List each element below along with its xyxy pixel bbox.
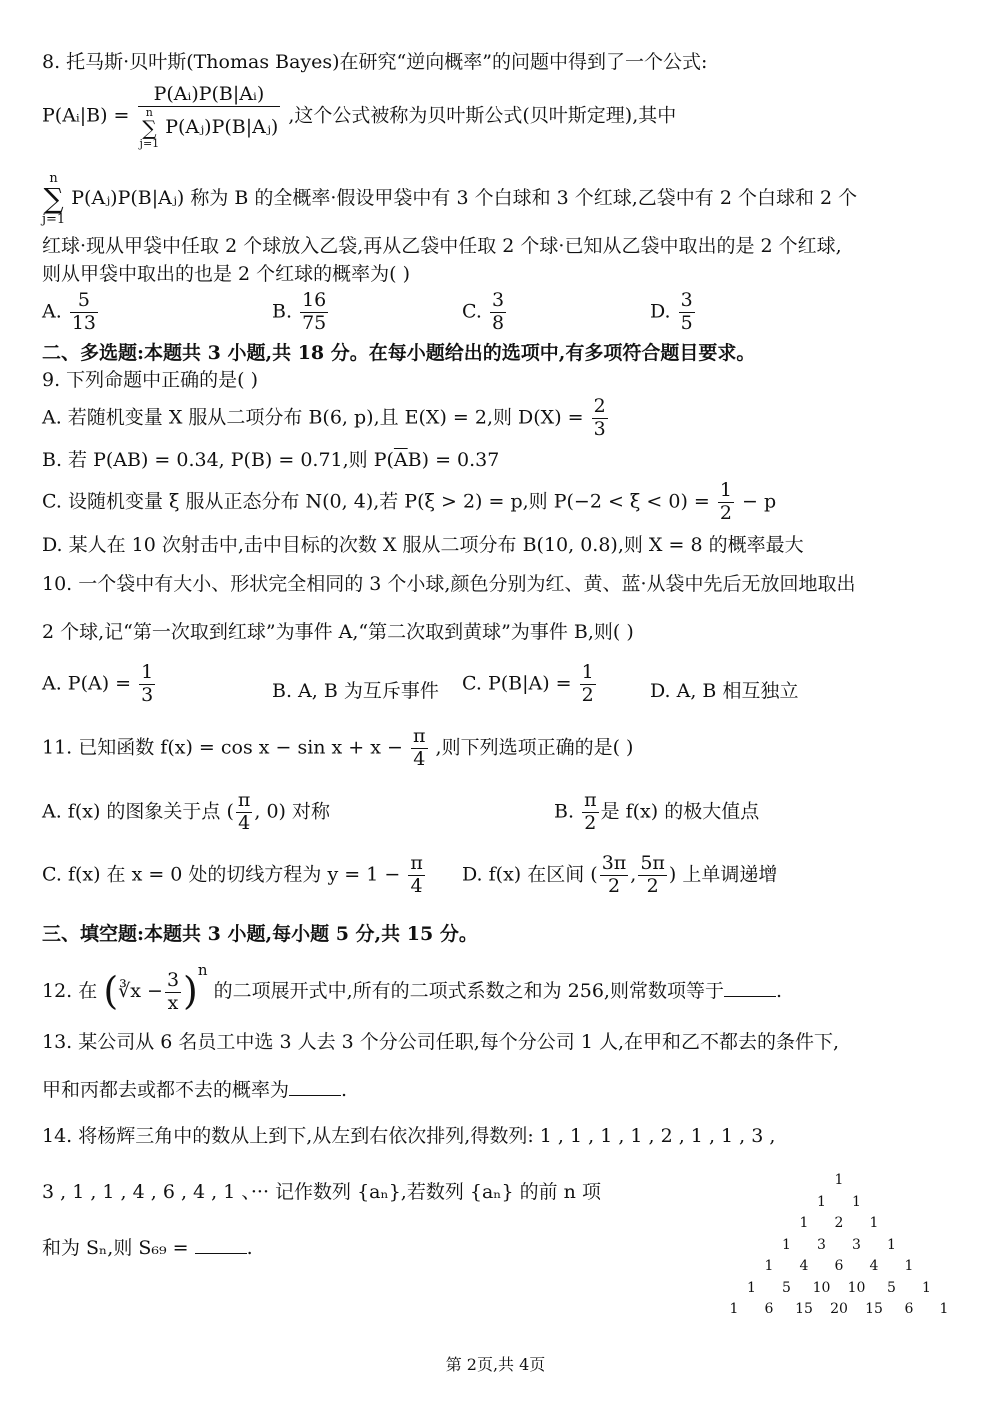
q9-option-b-bar: $\overline{A}$ <box>393 449 408 471</box>
pascal-cell: 1 <box>869 1215 879 1231</box>
pascal-cell: 15 <box>795 1301 813 1317</box>
q8-formula-lhs: P(Aᵢ|B) = <box>42 104 130 127</box>
q11-stem <box>42 726 633 771</box>
pascal-cell: 20 <box>830 1301 848 1317</box>
q9-option-d: D. 某人在 10 次射击中,击中目标的次数 X 服从二项分布 B(10, 0.8),则 X = 8 的概率最大 <box>42 534 804 556</box>
q11-stem-pre: 11. 已知函数 f(x) = cos x − sin x + x − <box>42 736 403 759</box>
q8-option-c-label: C. <box>462 300 482 323</box>
q8-sum-top: n <box>145 105 153 119</box>
q8-total-sum-bot: j=1 <box>42 212 66 227</box>
pascal-cell: 2 <box>834 1215 844 1231</box>
q10-option-c <box>462 662 598 707</box>
q11-option-b <box>554 790 759 835</box>
q8-option-d-label: D. <box>650 300 671 323</box>
q9-option-a <box>42 396 610 441</box>
q10-option-a <box>42 662 157 707</box>
pascal-cell: 1 <box>799 1215 809 1231</box>
pascal-cell: 3 <box>817 1236 826 1253</box>
q8-option-a-label: A. <box>42 300 62 323</box>
q11-option-a-num: π <box>237 789 251 811</box>
q12 <box>42 962 782 1014</box>
q10-option-c-text: C. P(B|A) = <box>462 672 572 695</box>
pascal-cell: 10 <box>847 1279 866 1296</box>
q10-option-c-num: 1 <box>581 661 594 683</box>
q11-option-d-num1: 3π <box>601 852 627 874</box>
q9-option-c-tail: − p <box>742 490 777 513</box>
q8-total-sum <box>42 172 65 226</box>
q8-option-b-label: B. <box>272 300 293 323</box>
section2-heading: 二、多选题:本题共 3 小题,共 18 分。在每小题给出的选项中,有多项符合题目要求。 <box>42 342 756 364</box>
q8-formula-tail: ,这个公式被称为贝叶斯公式(贝叶斯定理),其中 <box>288 104 677 127</box>
pascal-cell: 1 <box>729 1301 739 1317</box>
q11-option-d: D. f(x) 在区间 ( $\frac{3\pi}{2}$ , $\frac{5\pi}{2}$ ) 上单调递增 <box>462 852 778 897</box>
q12-paren-left: ( <box>103 969 119 1014</box>
page-footer: 第 2页,共 4页 <box>445 1355 546 1374</box>
pascal-cell: 1 <box>747 1279 756 1296</box>
q8-option-a <box>42 290 100 335</box>
q11-option-b-pre: B. <box>554 800 575 823</box>
pascal-cell: 1 <box>834 1172 844 1188</box>
q13-answer-blank[interactable] <box>289 1081 341 1096</box>
pascal-cell: 6 <box>764 1301 774 1317</box>
q12-root: ∛x − <box>118 980 163 1003</box>
q14-line3 <box>42 1238 253 1260</box>
q8-option-c-den: 8 <box>491 311 505 334</box>
q8-formula-num: P(Aᵢ)P(B|Aᵢ) <box>138 84 281 107</box>
q11-option-a <box>42 790 330 835</box>
pascal-cell: 15 <box>865 1301 883 1317</box>
q11-option-a-pre: A. f(x) 的图象关于点 ( <box>42 800 234 823</box>
q8-line4: 红球·现从甲袋中任取 2 个球放入乙袋,再从乙袋中任取 2 个球·已知从乙袋中取出的是 2 个红球, <box>42 235 842 257</box>
q8-option-d-num: 3 <box>680 289 693 311</box>
q13-line2 <box>42 1080 347 1102</box>
q11-option-b-num: π <box>584 789 597 811</box>
pascal-cell: 4 <box>799 1258 809 1274</box>
q13-end: . <box>341 1079 348 1101</box>
pascal-cell: 5 <box>782 1279 791 1296</box>
q9-option-c-num: 1 <box>719 479 732 501</box>
q11-option-c-den: 4 <box>410 874 423 897</box>
q11-option-d-den2: 2 <box>646 874 659 897</box>
q9-option-c <box>42 480 776 525</box>
q8-formula-den-wrap <box>138 107 281 149</box>
q8-formula-sum <box>140 107 160 149</box>
pascal-cell: 6 <box>904 1301 914 1317</box>
pascal-cell: 4 <box>869 1258 879 1274</box>
q14-line1: 14. 将杨辉三角中的数从上到下,从左到右依次排列,得数列: 1 , 1 , 1 , 1 , 2 , 1 , 1 , 3 , <box>42 1125 776 1147</box>
q9-option-b <box>42 450 499 472</box>
q13-line2-text: 甲和丙都去或都不去的概率为 <box>42 1079 290 1101</box>
q8-option-d <box>650 290 697 335</box>
pascal-cell: 1 <box>764 1258 774 1274</box>
q11-option-d-post: ) 上单调递增 <box>668 863 778 886</box>
pascal-cell: 1 <box>939 1301 949 1317</box>
q14-answer-blank[interactable] <box>195 1239 247 1254</box>
q12-den: x <box>167 991 179 1014</box>
q8-formula-den: P(Aⱼ)P(B|Aⱼ) <box>165 115 279 138</box>
q14-line3-text: 和为 Sₙ,则 S₆₉ = <box>42 1237 189 1259</box>
q10-option-a-den: 3 <box>141 683 154 706</box>
q11-option-b-post: 是 f(x) 的极大值点 <box>600 800 760 823</box>
q10-option-a-num: 1 <box>141 661 154 683</box>
q8-total-sum-top: n <box>49 171 58 186</box>
q12-num: 3 <box>166 968 180 991</box>
q11-option-c-pre: C. f(x) 在 x = 0 处的切线方程为 y = 1 − <box>42 863 401 886</box>
q8-formula <box>42 84 676 149</box>
q8-option-b <box>272 290 330 335</box>
q12-paren-right: ) <box>183 969 198 1014</box>
q9-option-a-num: 2 <box>593 395 606 417</box>
pascal-cell: 5 <box>887 1279 896 1296</box>
q8-total-sum-sig: ∑ <box>43 182 64 215</box>
q11-stem-num: π <box>413 725 426 747</box>
q10-line2: 2 个球,记“第一次取到红球”为事件 A,“第二次取到黄球”为事件 B,则( ) <box>42 621 634 643</box>
pascal-cell: 1 <box>852 1193 861 1210</box>
q12-exp: n <box>197 961 208 979</box>
q13-line1: 13. 某公司从 6 名员工中选 3 人去 3 个分公司任职,每个分公司 1 人,在甲和乙不都去的条件下, <box>42 1031 840 1053</box>
q8-sum-term: P(Aⱼ)P(B|Aⱼ) 称为 B 的全概率·假设甲袋中有 3 个白球和 3 个红球,乙袋中有 2 个白球和 2 个 <box>71 187 858 209</box>
q10-option-d: D. A, B 相互独立 <box>650 680 799 702</box>
q11-option-a-post: , 0) 对称 <box>254 800 330 823</box>
pascal-cell: 6 <box>834 1258 844 1274</box>
q14-end: . <box>246 1237 253 1259</box>
q8-option-a-num: 5 <box>70 290 98 313</box>
q8-option-b-den: 75 <box>302 311 327 334</box>
q11-option-c-num: π <box>410 852 423 874</box>
q8-sum-sig: ∑ <box>142 115 157 140</box>
pascal-cell: 1 <box>922 1279 931 1296</box>
q11-stem-post: ,则下列选项正确的是( ) <box>435 736 634 759</box>
q9-option-a-den: 3 <box>593 417 606 440</box>
q10-line1: 10. 一个袋中有大小、形状完全相同的 3 个小球,颜色分别为红、黄、蓝·从袋中先后无放回地取出 <box>42 573 856 595</box>
pascal-cell: 1 <box>817 1193 826 1210</box>
pascal-cell: 1 <box>904 1258 914 1274</box>
q9-option-b-pre: B. 若 P(AB) = 0.34, P(B) = 0.71,则 P( <box>42 449 394 471</box>
q12-end: . <box>775 980 783 1002</box>
q12-post: 的二项展开式中,所有的二项式系数之和为 256,则常数项等于 <box>213 980 724 1002</box>
q11-option-d-num2: 5π <box>640 852 665 874</box>
q8-option-c-num: 3 <box>491 289 505 311</box>
pascal-cell: 10 <box>812 1279 831 1296</box>
q11-option-c <box>42 853 427 898</box>
q12-answer-blank[interactable] <box>724 982 776 997</box>
q9-option-c-den: 2 <box>719 501 732 524</box>
q8-formula-fraction <box>138 84 281 149</box>
pascal-cell: 1 <box>782 1236 791 1253</box>
q10-option-a-text: A. P(A) = <box>42 672 132 695</box>
q8-line5: 则从甲袋中取出的也是 2 个红球的概率为( ) <box>42 263 411 285</box>
q8-line1: 8. 托马斯·贝叶斯(Thomas Bayes)在研究“逆向概率”的问题中得到了一个公式: <box>42 51 708 73</box>
q9-option-c-text: C. 设随机变量 ξ 服从正态分布 N(0, 4),若 P(ξ > 2) = p,则 P(−2 < ξ < 0) = <box>42 490 710 513</box>
q11-option-d-pre: D. f(x) 在区间 ( <box>462 863 598 886</box>
q8-option-b-num: 16 <box>302 289 327 311</box>
q10-option-b: B. A, B 为互斥事件 <box>272 680 439 702</box>
q8-option-d-den: 5 <box>680 311 693 334</box>
q9-option-b-post: B) = 0.37 <box>407 449 500 471</box>
q10-option-c-den: 2 <box>581 683 594 706</box>
pascal-cell: 3 <box>852 1236 861 1253</box>
q9-stem: 9. 下列命题中正确的是( ) <box>42 369 259 391</box>
q11-option-b-den: 2 <box>584 811 597 834</box>
q11-stem-den: 4 <box>413 747 426 770</box>
q8-sum-bot: j=1 <box>139 136 160 150</box>
q11-option-a-den: 4 <box>238 811 251 834</box>
pascal-cell: 1 <box>887 1236 896 1253</box>
q8-line3 <box>42 172 857 226</box>
q12-pre: 12. 在 <box>42 980 98 1002</box>
q11-option-d-den1: 2 <box>607 874 621 897</box>
q8-option-a-den: 13 <box>71 311 96 334</box>
section3-heading: 三、填空题:本题共 3 小题,每小题 5 分,共 15 分。 <box>42 923 478 945</box>
q14-line2: 3 , 1 , 1 , 4 , 6 , 4 , 1 、··· 记作数列 {aₙ},若数列 {aₙ} 的前 n 项 <box>42 1181 601 1203</box>
q9-option-a-text: A. 若随机变量 X 服从二项分布 B(6, p),且 E(X) = 2,则 D(X) = <box>42 406 584 429</box>
q8-option-c <box>462 290 508 335</box>
